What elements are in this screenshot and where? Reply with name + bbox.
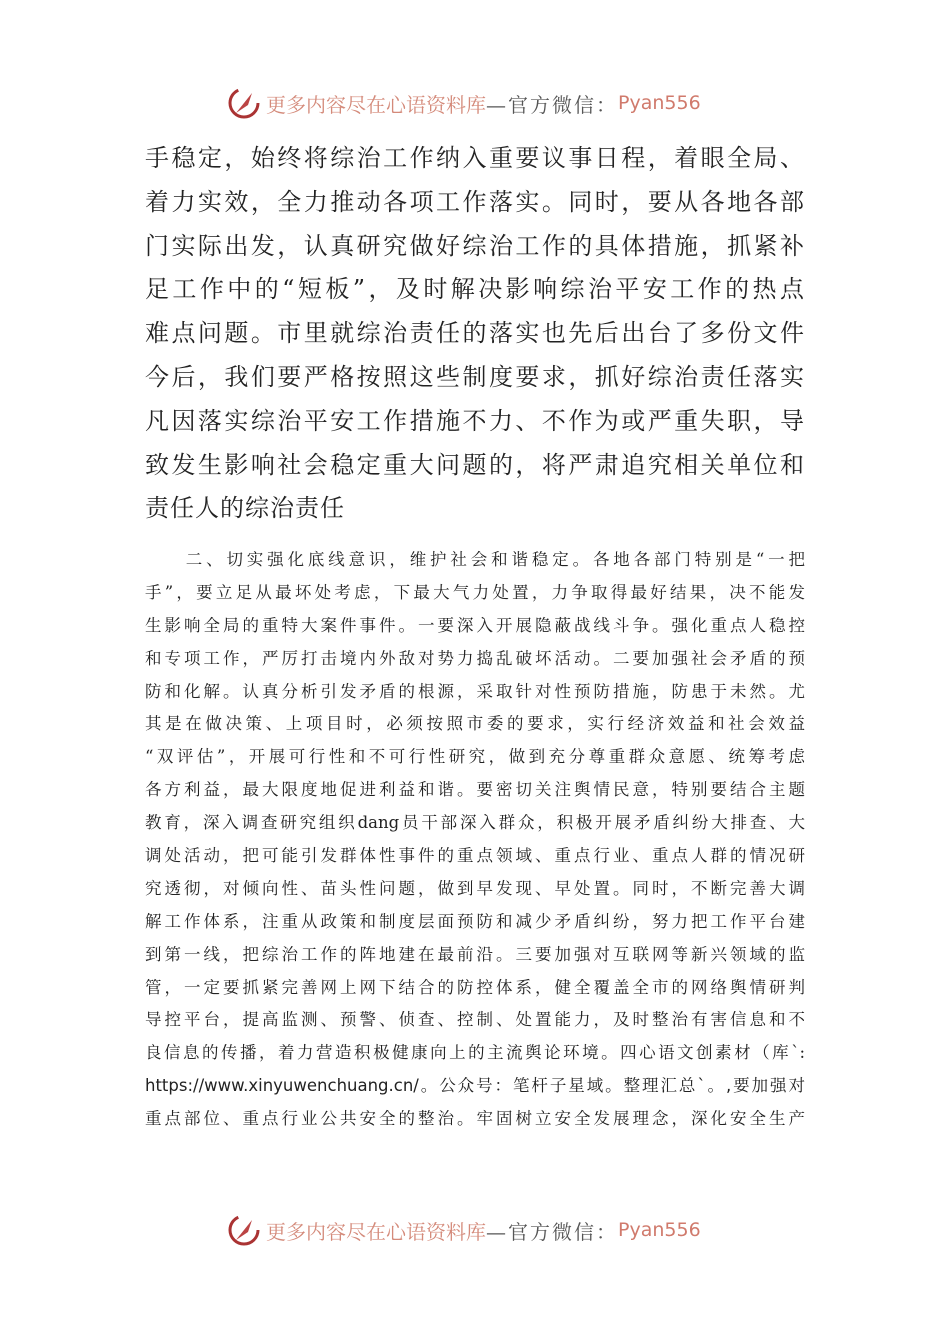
banner-wechat-label: —官方微信： [486,92,618,117]
text-line: 难点问题。市里就综治责任的落实也先后出台了多份文件 [145,319,805,348]
text-line: 着力实效，全力推动各项工作落实。同时，要从各地各部 [145,187,805,216]
text-line: 今后，我们要严格按照这些制度要求，抓好综治责任落实 [145,362,805,391]
footer-banner [226,1210,701,1250]
text-line: “双评估”，开展可行性和不可行性研究，做到充分尊重群众意愿、统筹考虑 [145,747,805,767]
text-line: 教育，深入调查研究组织dang员干部深入群众，积极开展矛盾纠纷大排查、大 [145,813,805,833]
banner-wechat-label: —官方微信： [486,1219,618,1244]
header-banner [226,83,701,123]
text-line: 良信息的传播，着力营造积极健康向上的主流舆论环境。四心语文创素材（库`: [145,1043,805,1063]
text-line: 解工作体系，注重从政策和制度层面预防和减少矛盾纠纷，努力把工作平台建 [145,911,805,931]
text-line: 门实际出发，认真研究做好综治工作的具体措施，抓紧补 [145,231,805,260]
text-line: 防和化解。认真分析引发矛盾的根源，采取针对性预防措施，防患于未然。尤 [145,681,805,701]
text-line: 生影响全局的重特大案件事件。一要深入开展隐蔽战线斗争。强化重点人稳控 [145,615,805,635]
text-line: 二、切实强化底线意识，维护社会和谐稳定。各地各部门特别是“一把 [145,550,805,569]
quill-logo-icon [226,1212,262,1248]
text-line: 到第一线，把综治工作的阵地建在最前沿。三要加强对互联网等新兴领域的监 [145,944,805,964]
text-line: 其是在做决策、上项目时，必须按照市委的要求，实行经济效益和社会效益 [145,714,805,734]
text-line: 调处活动，把可能引发群体性事件的重点领域、重点行业、重点人群的情况研 [145,846,805,866]
text-line: 凡因落实综治平安工作措施不力、不作为或严重失职，导 [145,406,805,435]
text-line: 究透彻，对倾向性、苗头性问题，做到早发现、早处置。同时，不断完善大调 [145,878,805,898]
banner-wechat-id: Pyan556 [618,92,701,114]
banner-text: 更多内容尽在心语资料库 [266,1219,486,1244]
paragraph-2 [145,544,805,1136]
text-line-url: https://www.xinyuwenchuang.cn/。公众号：笔杆子星域。整理汇总`。,要加强对 [145,1076,805,1096]
paragraph-1 [145,137,805,531]
text-line: 管，一定要抓紧完善网上网下结合的防控体系，健全覆盖全市的网络舆情研判 [145,977,805,997]
text-line: 导控平台，提高监测、预警、侦查、控制、处置能力，及时整治有害信息和不 [145,1010,805,1030]
banner-wechat-id: Pyan556 [618,1219,701,1241]
text-line: 和专项工作，严厉打击境内外敌对势力捣乱破坏活动。二要加强社会矛盾的预 [145,648,805,668]
text-line: 责任人的综治责任 [145,494,345,523]
text-line: 手”，要立足从最坏处考虑，下最大气力处置，力争取得最好结果，决不能发 [145,582,805,602]
text-line: 手稳定，始终将综治工作纳入重要议事日程，着眼全局、 [145,144,805,172]
quill-logo-icon [226,85,262,121]
text-line: 致发生影响社会稳定重大问题的，将严肃追究相关单位和 [145,450,805,479]
text-line: 足工作中的“短板”，及时解决影响综治平安工作的热点 [145,275,805,304]
text-line: 重点部位、重点行业公共安全的整治。牢固树立安全发展理念，深化安全生产 [145,1109,805,1129]
banner-text: 更多内容尽在心语资料库 [266,92,486,117]
text-line: 各方利益，最大限度地促进利益和谐。要密切关注舆情民意，特别要结合主题 [145,780,805,800]
